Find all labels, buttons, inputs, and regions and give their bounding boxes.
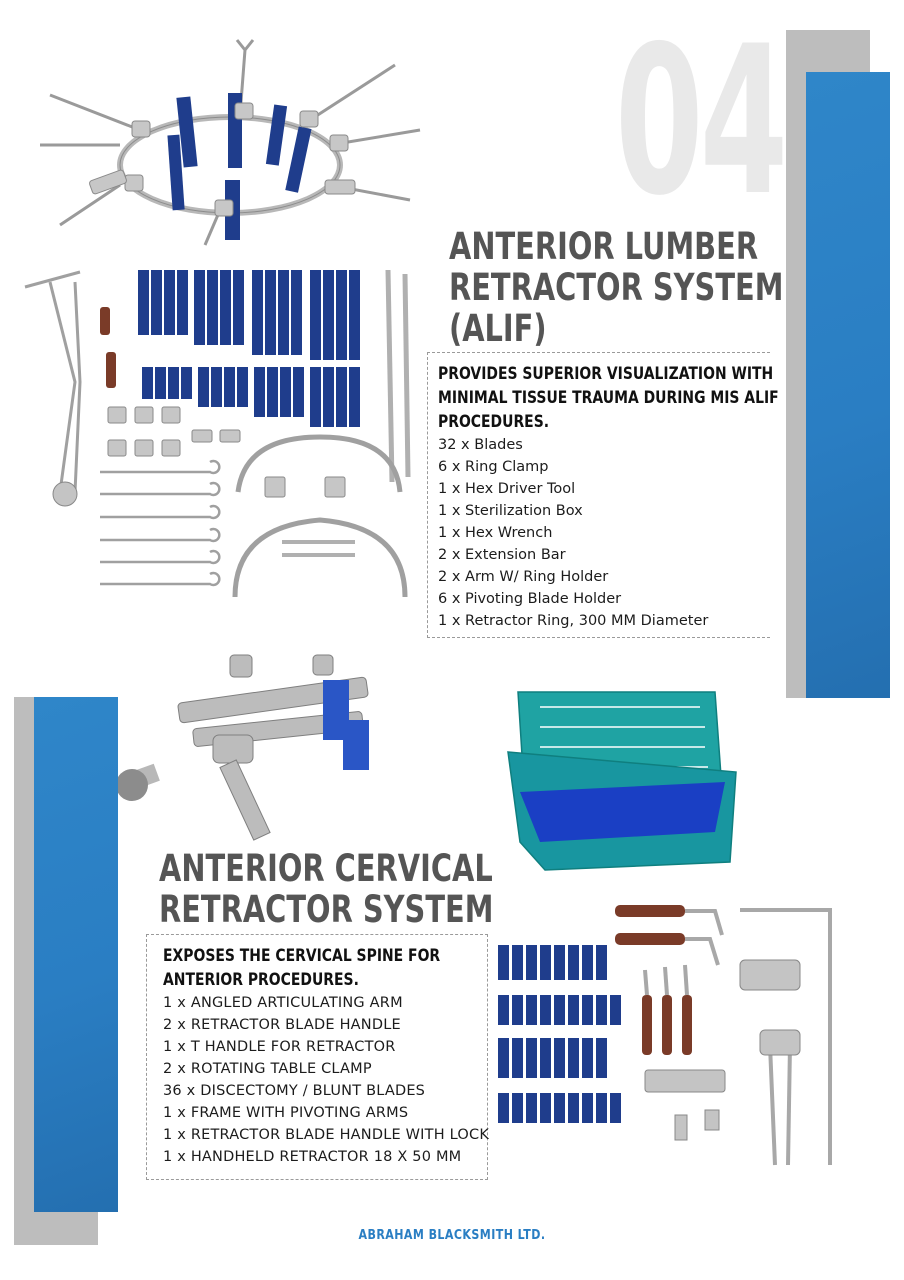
list-item: 2 x Arm W/ Ring Holder [438,569,609,585]
list-item: 32 x Blades [438,437,523,453]
cervical-title-line: RETRACTOR SYSTEM [159,888,494,931]
lumbar-section-title [449,225,784,351]
list-item: 6 x Pivoting Blade Holder [438,591,622,607]
cervical-heading-line: EXPOSES THE CERVICAL SPINE FOR [163,946,441,966]
list-item: 1 x FRAME WITH PIVOTING ARMS [163,1105,409,1121]
company-footer [0,1228,904,1243]
blue-accent-bar-bottom [34,697,118,1212]
lumbar-heading-line: PROCEDURES. [438,412,550,432]
lumbar-title-line: RETRACTOR SYSTEM [449,266,784,309]
lumbar-title-line: ANTERIOR LUMBER [449,225,759,268]
lumbar-instrument-set-photo [20,262,420,607]
cervical-title-line: ANTERIOR CERVICAL [159,847,493,890]
lumbar-title-line: (ALIF) [449,307,547,350]
list-item: 6 x Ring Clamp [438,459,549,475]
list-item: 2 x Extension Bar [438,547,566,563]
cervical-details [163,944,501,1168]
list-item: 1 x Hex Driver Tool [438,481,576,497]
company-name: ABRAHAM BLACKSMITH LTD. [358,1228,546,1243]
list-item: 2 x ROTATING TABLE CLAMP [163,1061,372,1077]
list-item: 2 x RETRACTOR BLADE HANDLE [163,1017,401,1033]
list-item: 36 x DISCECTOMY / BLUNT BLADES [163,1083,426,1099]
list-item: 1 x ANGLED ARTICULATING ARM [163,995,403,1011]
list-item: 1 x Hex Wrench [438,525,553,541]
cervical-section-title [159,847,494,932]
page-number: 04 [615,3,785,241]
list-item: 1 x RETRACTOR BLADE HANDLE WITH LOCK [163,1127,490,1143]
lumbar-heading-line: PROVIDES SUPERIOR VISUALIZATION WITH [438,364,774,384]
list-item: 1 x Retractor Ring, 300 MM Diameter [438,613,709,629]
lumbar-heading [438,362,779,434]
lumbar-heading-line: MINIMAL TISSUE TRAUMA DURING MIS ALIF [438,388,779,408]
cervical-heading-line: ANTERIOR PROCEDURES. [163,970,359,990]
cervical-component-list [163,992,501,1168]
cervical-retractor-photo [118,650,408,845]
sterilization-box-photo [500,682,740,872]
lumbar-details [438,362,853,632]
list-item: 1 x HANDHELD RETRACTOR 18 X 50 MM [163,1149,462,1165]
retractor-ring-photo [30,35,430,250]
cervical-heading [163,944,440,992]
lumbar-component-list [438,434,853,632]
cervical-instrument-set-photo [490,895,860,1185]
list-item: 1 x T HANDLE FOR RETRACTOR [163,1039,396,1055]
list-item: 1 x Sterilization Box [438,503,583,519]
